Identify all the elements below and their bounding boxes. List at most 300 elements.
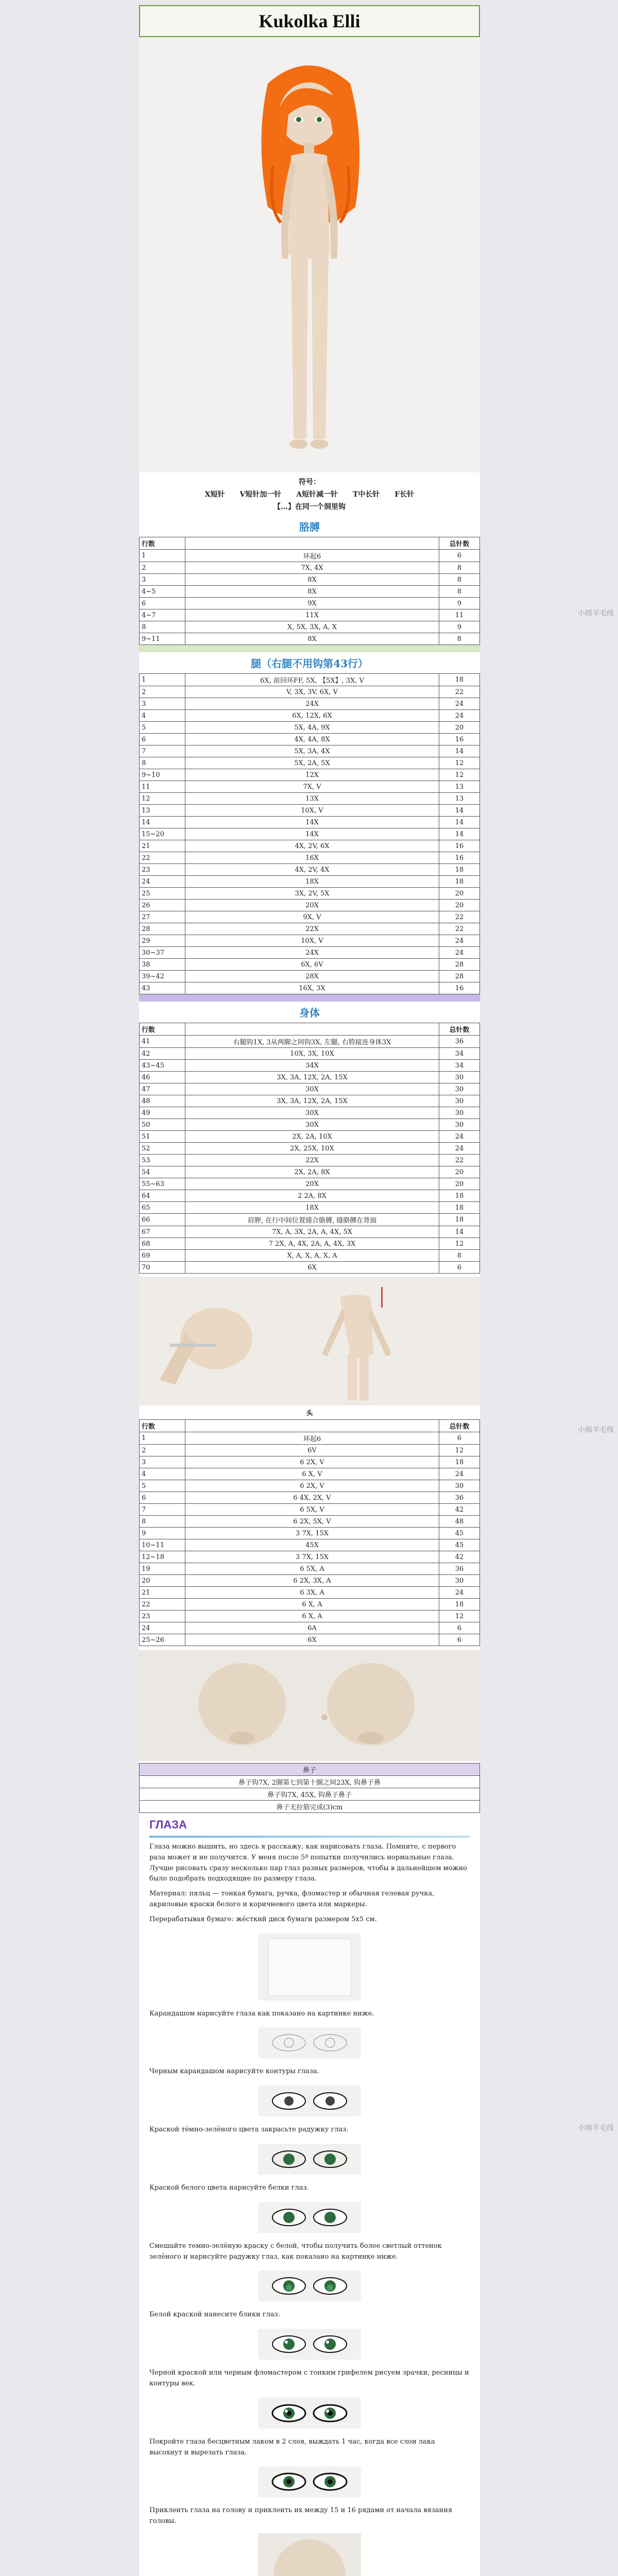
row-stitch-count: 11	[439, 609, 480, 621]
row-stitch-count: 24	[439, 1468, 480, 1480]
eye-contour-illustration	[258, 2086, 361, 2116]
row-number: 55~63	[140, 1178, 185, 1190]
nose-table	[139, 1763, 480, 1813]
row-stitch-count: 24	[439, 710, 480, 722]
row-pattern: 右腿钩1X, 3从两脚之间钩3X, 左腿, 右胯接连身体3X	[185, 1036, 439, 1048]
row-stitch-count: 12	[439, 769, 480, 781]
table-row	[140, 1214, 480, 1226]
row-pattern: 30X	[185, 1119, 439, 1131]
table-row	[140, 586, 480, 598]
row-pattern: 6 2X, V	[185, 1480, 439, 1492]
table-row	[140, 1095, 480, 1107]
eyes-step: Черной краской или черным фломастером с тонким грифелем рисуем зрачки, ресницы и контуры век.	[149, 2369, 469, 2387]
table-row	[140, 982, 480, 994]
assembly-illustration	[139, 1277, 480, 1405]
head-eyes-photo	[258, 2533, 361, 2576]
row-pattern: 16X, 3X	[185, 982, 439, 994]
row-number: 10~11	[140, 1539, 185, 1551]
row-pattern: 18X	[185, 876, 439, 888]
row-pattern: 3 7X, 15X	[185, 1551, 439, 1563]
table-row	[140, 1551, 480, 1563]
row-pattern: 6 5X, A	[185, 1563, 439, 1575]
eyes-title: ГЛАЗА	[149, 1818, 187, 1831]
eye-cut-illustration	[258, 2466, 361, 2497]
row-number: 51	[140, 1131, 185, 1143]
row-pattern: 34X	[185, 1060, 439, 1072]
table-row	[140, 1048, 480, 1060]
row-stitch-count: 20	[439, 1178, 480, 1190]
row-pattern: 3X, 3A, 12X, 2A, 15X	[185, 1095, 439, 1107]
table-row	[140, 1445, 480, 1456]
row-number: 39~42	[140, 971, 185, 982]
table-row	[140, 633, 480, 645]
row-stitch-count: 14	[439, 805, 480, 817]
row-pattern: 7X, A, 3X, 2A, A, 4X, 5X	[185, 1226, 439, 1238]
row-number: 19	[140, 1563, 185, 1575]
row-number: 38	[140, 959, 185, 971]
table-row	[140, 574, 480, 586]
table-row	[140, 562, 480, 574]
row-number: 6	[140, 1492, 185, 1504]
body-table	[139, 1023, 480, 1274]
row-number: 67	[140, 1226, 185, 1238]
row-pattern: 6X	[185, 1634, 439, 1646]
row-number: 1	[140, 1432, 185, 1445]
header-rows: 行数	[140, 537, 185, 550]
nose-line: 鼻子钩7X, 2圈第七到第十圈之间23X, 钩鼻子鼻	[140, 1776, 480, 1788]
row-number: 64	[140, 1190, 185, 1202]
row-number: 66	[140, 1214, 185, 1226]
table-row	[140, 1036, 480, 1048]
row-number: 50	[140, 1119, 185, 1131]
row-pattern: 18X	[185, 1202, 439, 1214]
row-pattern: 4X, 4A, 8X	[185, 734, 439, 745]
table-row	[140, 1504, 480, 1516]
eyes-step: Краской белого цвета нарисуйте белки глаз.	[149, 2183, 309, 2192]
row-stitch-count: 24	[439, 1131, 480, 1143]
eye-sketch	[258, 2086, 361, 2116]
row-number: 5	[140, 1480, 185, 1492]
table-row	[140, 1480, 480, 1492]
row-pattern: 2X, 2A, 8X	[185, 1166, 439, 1178]
table-row	[140, 550, 480, 562]
table-row	[140, 1143, 480, 1155]
table-row	[140, 1060, 480, 1072]
row-number: 2	[140, 686, 185, 698]
table-row	[140, 864, 480, 876]
table-row	[140, 1599, 480, 1611]
table-row	[140, 1539, 480, 1551]
table-row	[140, 1083, 480, 1095]
table-row	[140, 1190, 480, 1202]
header-pattern	[185, 537, 439, 550]
row-number: 3	[140, 574, 185, 586]
leg-table	[139, 673, 480, 994]
row-pattern: 10X, V	[185, 805, 439, 817]
row-pattern: V, 3X, 3V, 6X, V	[185, 686, 439, 698]
row-pattern: 6 X, A	[185, 1599, 439, 1611]
eyes-paper: Перерабатывая бумаге: жёсткий диск бумаги размером 5x5 см.	[149, 1915, 377, 1923]
row-pattern: 11X	[185, 609, 439, 621]
row-number: 54	[140, 1166, 185, 1178]
row-pattern: 环起6	[185, 550, 439, 562]
row-stitch-count: 8	[439, 586, 480, 598]
row-number: 1	[140, 674, 185, 686]
row-pattern: 6 5X, V	[185, 1504, 439, 1516]
page-title: Kukolka Elli	[259, 11, 360, 31]
row-number: 11	[140, 781, 185, 793]
row-number: 53	[140, 1155, 185, 1166]
row-pattern: X, A, X, A, X, A	[185, 1250, 439, 1262]
row-pattern: 4X, 2V, 6X	[185, 840, 439, 852]
table-row	[140, 1516, 480, 1528]
row-pattern: 2X, 25X, 10X	[185, 1143, 439, 1155]
row-number: 70	[140, 1262, 185, 1274]
row-number: 26	[140, 900, 185, 911]
row-stitch-count: 22	[439, 1155, 480, 1166]
row-stitch-count: 48	[439, 1516, 480, 1528]
row-number: 28	[140, 923, 185, 935]
row-stitch-count: 8	[439, 633, 480, 645]
row-stitch-count: 18	[439, 1599, 480, 1611]
row-pattern: 4X, 2V, 4X	[185, 864, 439, 876]
table-row	[140, 1492, 480, 1504]
eye-shade-illustration	[258, 2270, 361, 2301]
row-number: 7	[140, 1504, 185, 1516]
table-row	[140, 959, 480, 971]
watermark: 小绵羊毛线	[578, 1426, 614, 1434]
row-stitch-count: 12	[439, 1238, 480, 1250]
table-row	[140, 876, 480, 888]
row-stitch-count: 14	[439, 745, 480, 757]
row-number: 22	[140, 852, 185, 864]
head-photo	[139, 1650, 480, 1761]
eyes-intro: Глаза можно вышить, но здесь я расскажу, как нарисовать глаза. Помните, с первого раза может и не получится. У меня после 5ª попытки получились нормальные глаза. Лучше рисовать сразу несколько пар глаз разных размеров, чтобы в дальнейшем можно было подобрать подходящие по размеру глаза.	[149, 1843, 467, 1883]
row-stitch-count: 22	[439, 686, 480, 698]
divider-bar	[139, 994, 480, 1002]
table-row	[140, 911, 480, 923]
row-stitch-count: 16	[439, 982, 480, 994]
row-number: 5	[140, 722, 185, 734]
page	[139, 5, 480, 2576]
row-stitch-count: 14	[439, 817, 480, 828]
header-rows: 行数	[140, 1420, 185, 1432]
row-pattern: 24X	[185, 947, 439, 959]
eye-sketch	[258, 2270, 361, 2301]
table-row	[140, 674, 480, 686]
row-number: 25	[140, 888, 185, 900]
divider-rule	[149, 1836, 470, 1838]
row-number: 13	[140, 805, 185, 817]
row-number: 9~10	[140, 769, 185, 781]
row-stitch-count: 20	[439, 722, 480, 734]
eye-sketch	[258, 2466, 361, 2497]
row-stitch-count: 6	[439, 1432, 480, 1445]
arm-section-title: 胳膊	[299, 521, 320, 533]
legend-symbol: F长针	[394, 490, 415, 499]
legend-symbol: V短针加一针	[239, 490, 282, 499]
row-number: 52	[140, 1143, 185, 1155]
eye-highlight-illustration	[258, 2329, 361, 2360]
doll-photo	[139, 37, 480, 472]
row-number: 15~20	[140, 828, 185, 840]
row-stitch-count: 6	[439, 1634, 480, 1646]
table-row	[140, 852, 480, 864]
table-row	[140, 923, 480, 935]
table-row	[140, 971, 480, 982]
legend	[139, 472, 480, 516]
doll-illustration	[139, 37, 480, 472]
table-row	[140, 1178, 480, 1190]
table-row	[140, 1563, 480, 1575]
table-row	[140, 805, 480, 817]
row-stitch-count: 30	[439, 1072, 480, 1083]
row-number: 43~45	[140, 1060, 185, 1072]
row-pattern: 6X, 前回环FF, 5X, 【5X】, 3X, V	[185, 674, 439, 686]
table-row	[140, 840, 480, 852]
row-stitch-count: 20	[439, 888, 480, 900]
row-pattern: 30X	[185, 1107, 439, 1119]
eyes-step: Смешайте темно-зелёную краску с белой, чтобы получить более светлый оттенок зелёного и нарисуйте радужку глаз, как показано на картинке ниже.	[149, 2242, 442, 2261]
row-pattern: 20X	[185, 1178, 439, 1190]
row-pattern: 8X	[185, 586, 439, 598]
row-stitch-count: 9	[439, 621, 480, 633]
table-row	[140, 1432, 480, 1445]
row-number: 25~26	[140, 1634, 185, 1646]
row-number: 47	[140, 1083, 185, 1095]
row-stitch-count: 16	[439, 852, 480, 864]
head-illustration	[139, 1650, 480, 1761]
head-eyes-illustration	[258, 2533, 361, 2576]
row-stitch-count: 22	[439, 911, 480, 923]
row-pattern: 7 2X, A, 4X, 2A, A, 4X, 3X	[185, 1238, 439, 1250]
row-stitch-count: 28	[439, 971, 480, 982]
row-pattern: 45X	[185, 1539, 439, 1551]
row-number: 7	[140, 745, 185, 757]
row-number: 21	[140, 1587, 185, 1599]
row-stitch-count: 8	[439, 1250, 480, 1262]
table-row	[140, 1622, 480, 1634]
row-pattern: 2 2A, 8X	[185, 1190, 439, 1202]
row-number: 3	[140, 698, 185, 710]
row-pattern: 3 7X, 15X	[185, 1528, 439, 1539]
row-pattern: 20X	[185, 900, 439, 911]
row-pattern: 12X	[185, 769, 439, 781]
row-pattern: 6X, 6V	[185, 959, 439, 971]
row-pattern: 8X	[185, 574, 439, 586]
row-number: 4~7	[140, 609, 185, 621]
row-stitch-count: 34	[439, 1060, 480, 1072]
table-row	[140, 1131, 480, 1143]
row-pattern: 8X	[185, 633, 439, 645]
header-stitches: 总针数	[439, 1420, 480, 1432]
row-pattern: 30X	[185, 1083, 439, 1095]
row-pattern: 6A	[185, 1622, 439, 1634]
row-stitch-count: 42	[439, 1551, 480, 1563]
table-row	[140, 1166, 480, 1178]
row-stitch-count: 18	[439, 876, 480, 888]
eye-sketch	[258, 2329, 361, 2360]
row-stitch-count: 9	[439, 598, 480, 609]
eyes-step: Белой краской нанесите блики глаз.	[149, 2311, 280, 2319]
row-stitch-count: 22	[439, 923, 480, 935]
table-row	[140, 828, 480, 840]
table-row	[140, 1226, 480, 1238]
row-stitch-count: 36	[439, 1492, 480, 1504]
row-pattern: 14X	[185, 828, 439, 840]
eye-white-illustration	[258, 2202, 361, 2233]
row-stitch-count: 16	[439, 734, 480, 745]
table-row	[140, 598, 480, 609]
table-row	[140, 935, 480, 947]
row-stitch-count: 28	[439, 959, 480, 971]
row-number: 6	[140, 734, 185, 745]
table-row	[140, 1072, 480, 1083]
row-number: 12	[140, 793, 185, 805]
row-pattern: 16X	[185, 852, 439, 864]
eyes-materials: Материал: пяльц — тонкая бумага, ручка, фломастер и обычная гелевая ручка, акриловые краски белого и коричневого цвета или маркеры.	[149, 1890, 435, 1908]
legend-symbol: A短针减一针	[296, 490, 338, 499]
row-stitch-count: 24	[439, 1587, 480, 1599]
leg-section-title: 腿（右腿不用钩第43行）	[251, 657, 368, 670]
paper-photo	[258, 1934, 361, 2001]
row-stitch-count: 20	[439, 1166, 480, 1178]
row-pattern: 14X	[185, 817, 439, 828]
row-number: 27	[140, 911, 185, 923]
table-row	[140, 1587, 480, 1599]
legend-symbol: X短针	[204, 490, 225, 499]
eye-iris-illustration	[258, 2144, 361, 2175]
table-row	[140, 1262, 480, 1274]
row-stitch-count: 6	[439, 1262, 480, 1274]
row-pattern: 6V	[185, 1445, 439, 1456]
row-stitch-count: 18	[439, 674, 480, 686]
table-row	[140, 757, 480, 769]
row-pattern: 9X, V	[185, 911, 439, 923]
eyes-step: Покройте глаза бесцветным лаком в 2 слоя, выждать 1 час, когда все слои лака высохнут и вырезать глаза.	[149, 2437, 435, 2456]
row-number: 65	[140, 1202, 185, 1214]
row-number: 4	[140, 1468, 185, 1480]
legend-note: 【…】在同一个洞里钩	[273, 503, 346, 511]
row-number: 4~5	[140, 586, 185, 598]
row-stitch-count: 12	[439, 1445, 480, 1456]
row-number: 9~11	[140, 633, 185, 645]
row-number: 6	[140, 598, 185, 609]
row-number: 46	[140, 1072, 185, 1083]
header-pattern	[185, 1023, 439, 1036]
row-stitch-count: 18	[439, 1190, 480, 1202]
table-row	[140, 1611, 480, 1622]
row-number: 29	[140, 935, 185, 947]
table-row	[140, 900, 480, 911]
row-stitch-count: 30	[439, 1083, 480, 1095]
row-number: 20	[140, 1575, 185, 1587]
row-number: 9	[140, 1528, 185, 1539]
row-pattern: 7X, 4X	[185, 562, 439, 574]
eyes-step: Краской тёмно-зелёного цвета закрасьте радужку глаз.	[149, 2126, 349, 2134]
eyes-step: Карандашом нарисуйте глаза как показано на картинке ниже.	[149, 2009, 374, 2018]
table-row	[140, 1119, 480, 1131]
row-pattern: 5X, 2A, 5X	[185, 757, 439, 769]
row-stitch-count: 14	[439, 828, 480, 840]
eyes-step: Черным карандашом нарисуйте контуры глаза.	[149, 2067, 319, 2076]
row-pattern: X, 5X, 3X, A, X	[185, 621, 439, 633]
row-number: 8	[140, 621, 185, 633]
row-stitch-count: 30	[439, 1095, 480, 1107]
eye-sketch	[258, 2202, 361, 2233]
row-stitch-count: 45	[439, 1528, 480, 1539]
row-stitch-count: 18	[439, 1214, 480, 1226]
row-pattern: 6 3X, A	[185, 1587, 439, 1599]
row-pattern: 6 4X, 2X, V	[185, 1492, 439, 1504]
table-row	[140, 609, 480, 621]
row-pattern: 9X	[185, 598, 439, 609]
eye-outline-illustration	[258, 2027, 361, 2058]
row-stitch-count: 14	[439, 1226, 480, 1238]
row-number: 4	[140, 710, 185, 722]
table-row	[140, 734, 480, 745]
row-pattern: 6 2X, V	[185, 1456, 439, 1468]
row-stitch-count: 18	[439, 1202, 480, 1214]
eyes-step: Приклеить глаза на голову и приклеить их между 15 и 16 рядами от начала вязания головы.	[149, 2506, 453, 2526]
row-pattern: 7X, V	[185, 781, 439, 793]
legend-symbols	[139, 489, 480, 499]
head-table	[139, 1419, 480, 1646]
row-stitch-count: 12	[439, 1611, 480, 1622]
row-number: 48	[140, 1095, 185, 1107]
row-number: 8	[140, 1516, 185, 1528]
row-number: 42	[140, 1048, 185, 1060]
row-pattern: 13X	[185, 793, 439, 805]
row-pattern: 6X	[185, 1262, 439, 1274]
body-section-title: 身体	[299, 1007, 320, 1019]
paper-illustration	[258, 1934, 361, 2001]
table-row	[140, 1468, 480, 1480]
header-rows: 行数	[140, 1023, 185, 1036]
nose-title: 鼻子	[140, 1764, 480, 1776]
table-row	[140, 1107, 480, 1119]
row-pattern: 6 X, A	[185, 1611, 439, 1622]
row-number: 8	[140, 757, 185, 769]
table-row	[140, 781, 480, 793]
table-row	[140, 947, 480, 959]
table-row	[140, 621, 480, 633]
row-pattern: 6 X, V	[185, 1468, 439, 1480]
row-number: 1	[140, 550, 185, 562]
table-row	[140, 769, 480, 781]
row-stitch-count: 45	[439, 1539, 480, 1551]
header-stitches: 总针数	[439, 1023, 480, 1036]
header-stitches: 总针数	[439, 537, 480, 550]
table-row	[140, 1528, 480, 1539]
header-pattern	[185, 1420, 439, 1432]
title-bar	[139, 5, 480, 37]
table-row	[140, 1238, 480, 1250]
row-stitch-count: 30	[439, 1119, 480, 1131]
row-number: 21	[140, 840, 185, 852]
row-stitch-count: 42	[439, 1504, 480, 1516]
row-stitch-count: 24	[439, 1143, 480, 1155]
row-number: 69	[140, 1250, 185, 1262]
row-stitch-count: 30	[439, 1575, 480, 1587]
eye-sketch	[258, 2398, 361, 2429]
row-stitch-count: 20	[439, 900, 480, 911]
row-pattern: 肩胛, 在行中间位置缝合胳膊, 缝胳膊在背面	[185, 1214, 439, 1226]
table-row	[140, 1155, 480, 1166]
row-number: 2	[140, 1445, 185, 1456]
row-number: 23	[140, 864, 185, 876]
row-stitch-count: 18	[439, 864, 480, 876]
